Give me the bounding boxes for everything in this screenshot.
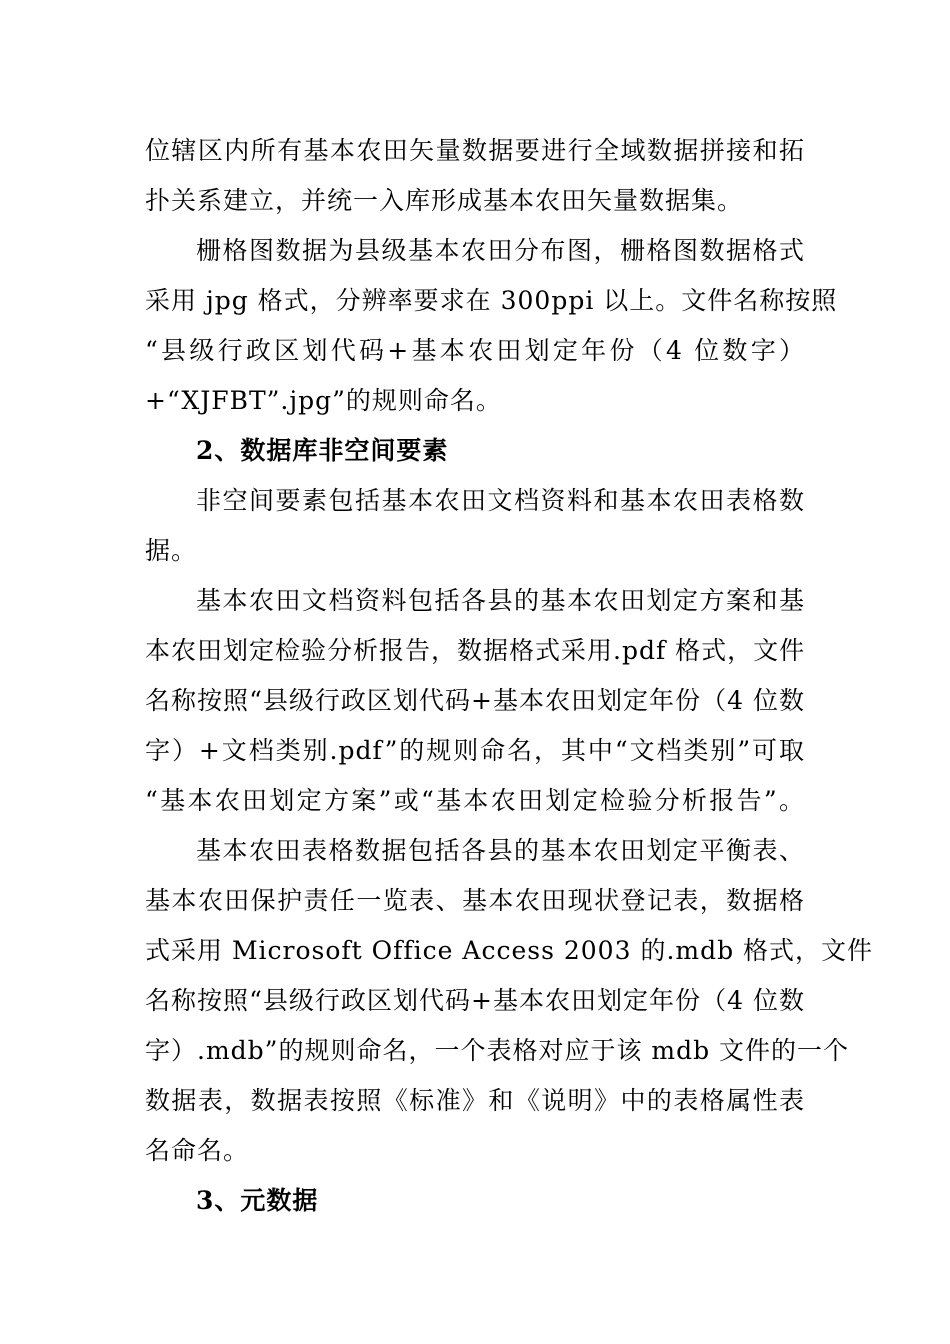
paragraph-line: 式采用 Microsoft Office Access 2003 的.mdb 格式，文件 — [145, 936, 874, 965]
paragraph-line: 位辖区内所有基本农田矢量数据要进行全域数据拼接和拓 — [145, 136, 805, 165]
paragraph-line: 基本农田保护责任一览表、基本农田现状登记表，数据格 — [145, 886, 805, 915]
paragraph-line: 非空间要素包括基本农田文档资料和基本农田表格数 — [196, 486, 805, 515]
paragraph-line: “基本农田划定方案”或“基本农田划定检验分析报告”。 — [145, 786, 805, 815]
paragraph-line: 字）+文档类别.pdf”的规则命名，其中“文档类别”可取 — [145, 736, 805, 765]
paragraph-line: +“XJFBT”.jpg”的规则命名。 — [145, 386, 502, 415]
paragraph-line: 采用 jpg 格式，分辨率要求在 300ppi 以上。文件名称按照 — [145, 286, 838, 315]
paragraph-line: 本农田划定检验分析报告，数据格式采用.pdf 格式，文件 — [145, 636, 806, 665]
paragraph-line: 扑关系建立，并统一入库形成基本农田矢量数据集。 — [145, 186, 744, 215]
paragraph-line: 数据表，数据表按照《标准》和《说明》中的表格属性表 — [145, 1086, 805, 1115]
paragraph-line: 名称按照“县级行政区划代码+基本农田划定年份（4 位数 — [145, 686, 805, 715]
paragraph-line: 名命名。 — [145, 1136, 250, 1165]
paragraph-line: 字）.mdb”的规则命名，一个表格对应于该 mdb 文件的一个 — [145, 1036, 850, 1065]
paragraph-line: “县级行政区划代码+基本农田划定年份（4 位数字） — [145, 336, 805, 365]
paragraph-line: 名称按照“县级行政区划代码+基本农田划定年份（4 位数 — [145, 986, 805, 1015]
paragraph-line: 栅格图数据为县级基本农田分布图，栅格图数据格式 — [196, 236, 805, 265]
paragraph-line: 基本农田文档资料包括各县的基本农田划定方案和基 — [196, 586, 805, 615]
section-heading: 2、数据库非空间要素 — [196, 436, 449, 465]
paragraph-line: 基本农田表格数据包括各县的基本农田划定平衡表、 — [196, 836, 805, 865]
paragraph-line: 据。 — [145, 536, 198, 565]
section-heading: 3、元数据 — [196, 1186, 319, 1215]
